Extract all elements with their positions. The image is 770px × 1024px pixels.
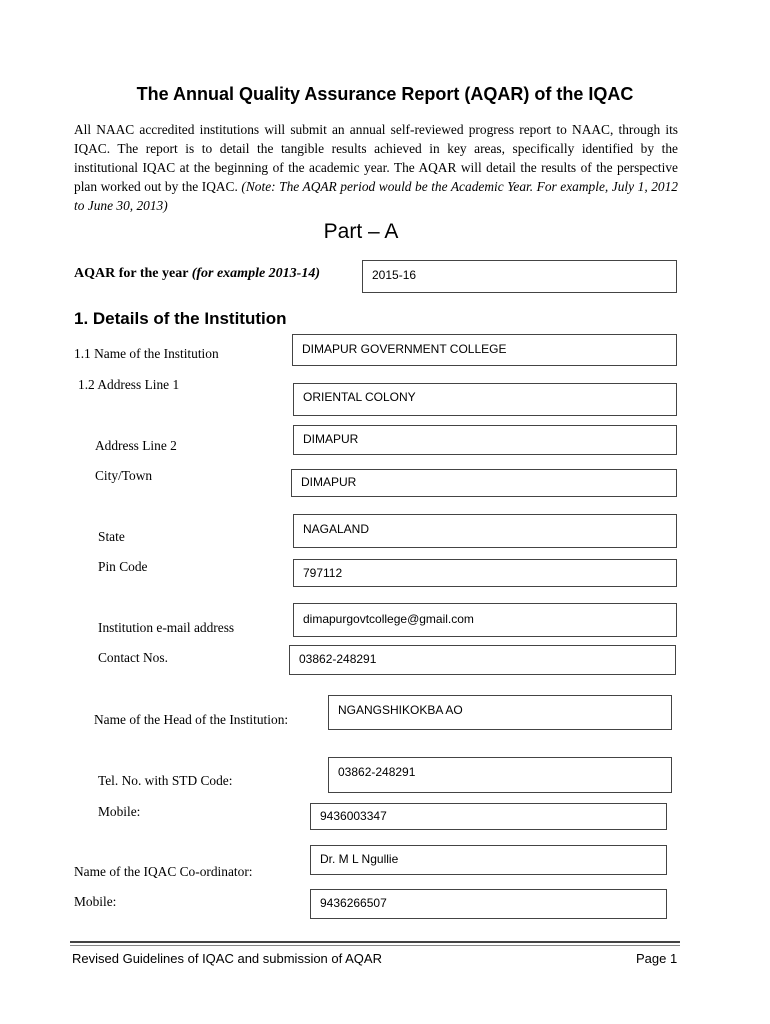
mobile1-field[interactable]	[310, 803, 667, 830]
iqac-label: Name of the IQAC Co-ordinator:	[74, 864, 253, 879]
address2-value: DIMAPUR	[303, 432, 359, 446]
iqac-field[interactable]	[310, 845, 667, 875]
pin-value: 797112	[303, 566, 343, 580]
tel-field[interactable]	[328, 757, 672, 793]
city-label: City/Town	[95, 468, 153, 483]
footer-text: Revised Guidelines of IQAC and submission of AQAR	[72, 951, 382, 966]
email-label: Institution e-mail address	[98, 620, 235, 635]
name-label: 1.1 Name of the Institution	[74, 346, 219, 361]
document-title: The Annual Quality Assurance Report (AQAR) of the IQAC	[136, 84, 634, 104]
contact-field[interactable]	[289, 645, 676, 675]
email-value: dimapurgovtcollege@gmail.com	[303, 612, 474, 626]
address1-value: ORIENTAL COLONY	[303, 390, 416, 404]
city-value: DIMAPUR	[301, 475, 357, 489]
tel-label: Tel. No. with STD Code:	[98, 773, 233, 788]
state-value: NAGALAND	[303, 522, 370, 536]
intro-paragraph	[74, 120, 678, 215]
footer-rule	[70, 941, 680, 943]
year-label-text: AQAR for the year	[74, 266, 192, 281]
institution-name-field[interactable]	[292, 334, 677, 366]
footer-rule-thin	[70, 945, 680, 946]
head-field[interactable]	[328, 695, 672, 730]
state-label: State	[98, 529, 125, 544]
mobile2-field[interactable]	[310, 889, 667, 919]
section-heading: 1. Details of the Institution	[74, 309, 287, 328]
city-field[interactable]	[291, 469, 677, 497]
year-field[interactable]	[362, 260, 677, 293]
head-value: NGANGSHIKOKBA AO	[338, 703, 463, 717]
mobile2-value: 9436266507	[320, 896, 387, 910]
year-value: 2015-16	[372, 268, 417, 282]
mobile1-value: 9436003347	[320, 809, 387, 823]
institution-name-value: DIMAPUR GOVERNMENT COLLEGE	[302, 342, 507, 356]
address1-label: 1.2 Address Line 1	[78, 377, 180, 392]
address2-label: Address Line 2	[95, 438, 177, 453]
head-label: Name of the Head of the Institution:	[94, 712, 289, 727]
intro-text: All NAAC accredited institutions will submit an annual self-reviewed progress report to NAAC, through its IQAC. The report is to detail the tangible results achieved in key areas, specifically identified by the institutional IQAC at the beginning of the academic year. The AQAR will detail the results of the perspective plan worked out by the IQAC.	[74, 122, 678, 194]
address1-field[interactable]	[293, 383, 677, 416]
tel-value: 03862-248291	[338, 765, 416, 779]
mobile2-label: Mobile:	[74, 894, 117, 909]
contact-label: Contact Nos.	[98, 650, 168, 665]
iqac-value: Dr. M L Ngullie	[320, 852, 399, 866]
year-label-example: (for example 2013-14)	[191, 266, 320, 281]
part-heading: Part – A	[323, 220, 399, 243]
page-number: Page 1	[636, 951, 678, 966]
email-field[interactable]	[293, 603, 677, 637]
year-label	[74, 266, 320, 282]
pin-label: Pin Code	[98, 559, 148, 574]
contact-value: 03862-248291	[299, 652, 377, 666]
pin-field[interactable]	[293, 559, 677, 587]
address2-field[interactable]	[293, 425, 677, 455]
mobile1-label: Mobile:	[98, 804, 141, 819]
state-field[interactable]	[293, 514, 677, 548]
intro-note: (Note: The AQAR period would be the Academic Year. For example, July 1, 2012 to June 30, 2013)	[74, 179, 678, 213]
